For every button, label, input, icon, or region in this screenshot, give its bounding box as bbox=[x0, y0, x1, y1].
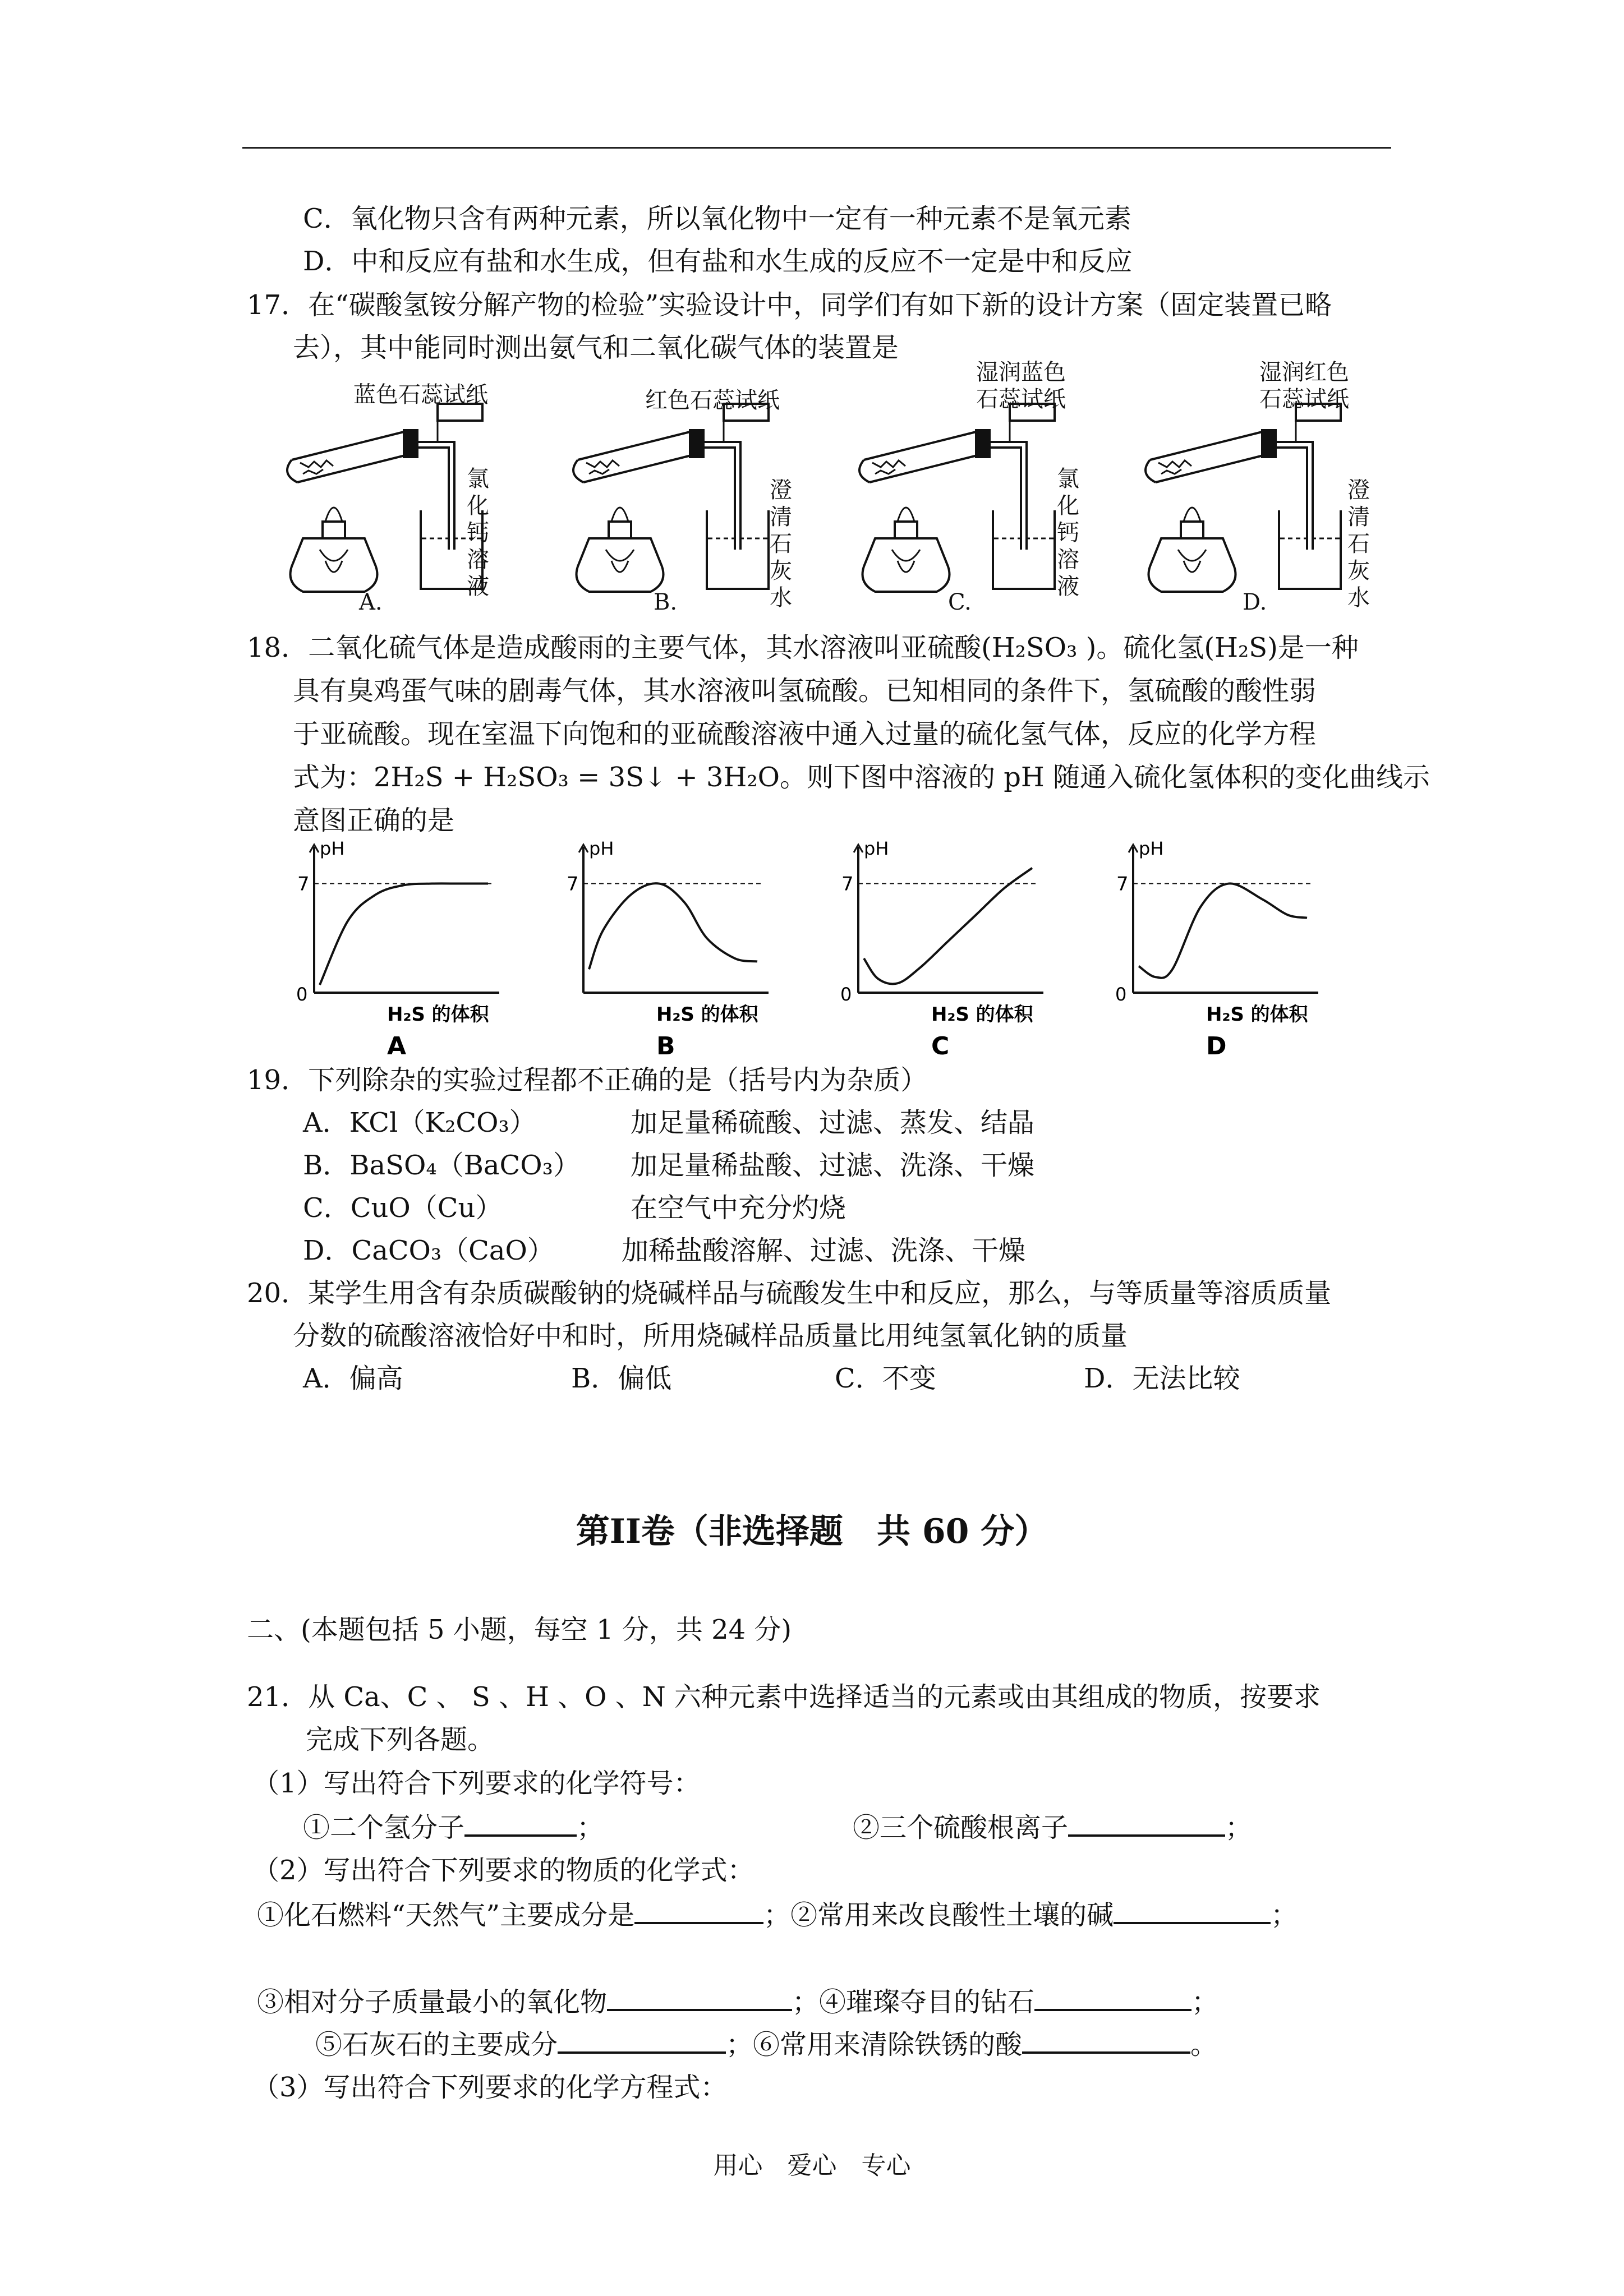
chart-title: C bbox=[931, 1032, 950, 1061]
part-ii-title: 第II卷（非选择题 共 60 分） bbox=[576, 1512, 1048, 1551]
q16-option-c: C．氧化物只含有两种元素，所以氧化物中一定有一种元素不是氧元素 bbox=[303, 203, 1131, 234]
q21-part1-item2-text: ②三个硫酸根离子 bbox=[853, 1812, 1069, 1843]
section-two-heading: 二、(本题包括 5 小题，每空 1 分，共 24 分) bbox=[247, 1614, 792, 1645]
x-axis-label: H₂S 的体积 bbox=[931, 1003, 1033, 1026]
apparatus-a-liquid-label: 氯化钙溶液 bbox=[467, 466, 489, 600]
y-axis-label: pH bbox=[1139, 838, 1164, 859]
apparatus-b-liquid-label: 澄清石灰水 bbox=[770, 477, 792, 611]
answer-blank[interactable] bbox=[1068, 1810, 1225, 1837]
apparatus-c-letter: C. bbox=[948, 589, 972, 615]
q21-part2-item3-text: ③相对分子质量最小的氧化物 bbox=[257, 1986, 608, 2018]
separator: ； bbox=[792, 1986, 820, 2018]
ph-curve bbox=[864, 868, 1032, 984]
answer-blank[interactable] bbox=[634, 1897, 763, 1924]
q21-part1-item1-text: ①二个氢分子 bbox=[303, 1812, 465, 1843]
q18-stem-line3: 于亚硫酸。现在室温下向饱和的亚硫酸溶液中通入过量的硫化氢气体，反应的化学方程 bbox=[293, 718, 1317, 750]
apparatus-a-paper-label: 蓝色石蕊试纸 bbox=[353, 382, 488, 408]
q18-stem-line4: 式为：2H₂S + H₂SO₃ = 3S↓ + 3H₂O。则下图中溶液的 pH 随通入硫化氢体积的变化曲线示 bbox=[293, 762, 1430, 793]
q21-part2-item5-text: ⑤石灰石的主要成分 bbox=[315, 2029, 558, 2060]
apparatus-c-liquid-label: 氯化钙溶液 bbox=[1057, 466, 1079, 600]
ph-curve bbox=[589, 883, 757, 969]
apparatus-b-paper-label: 红色石蕊试纸 bbox=[645, 388, 780, 413]
q21-stem-line2: 完成下列各题。 bbox=[306, 1724, 495, 1755]
q19-option-d-method: 加稀盐酸溶解、过滤、洗涤、干燥 bbox=[622, 1235, 1026, 1266]
y-axis-label: pH bbox=[320, 838, 345, 859]
q21-stem-line1: 21．从 Ca、C 、 S 、H 、O 、N 六种元素中选择适当的元素或由其组成的物质，按要求 bbox=[247, 1681, 1321, 1713]
q16-option-d: D．中和反应有盐和水生成，但有盐和水生成的反应不一定是中和反应 bbox=[303, 246, 1133, 277]
reference-label: 7 bbox=[1116, 873, 1129, 896]
origin-label: 0 bbox=[1115, 984, 1127, 1005]
q21-part2-item4-text: ④璀璨夺目的钻石 bbox=[819, 1986, 1035, 2018]
q18-stem-line2: 具有臭鸡蛋气味的剧毒气体，其水溶液叫氢硫酸。已知相同的条件下，氢硫酸的酸性弱 bbox=[293, 675, 1317, 707]
separator: ； bbox=[763, 1899, 791, 1931]
q20-option-a: A．偏高 bbox=[303, 1363, 403, 1394]
header-rule bbox=[242, 147, 1391, 149]
q19-option-a-label: A．KCl（K₂CO₃） bbox=[303, 1107, 536, 1138]
q17-stem-line2: 去），其中能同时测出氨气和二氧化碳气体的装置是 bbox=[293, 332, 899, 363]
separator: ； bbox=[1225, 1812, 1253, 1843]
q21-part2-item1-text: ①化石燃料“天然气”主要成分是 bbox=[257, 1899, 635, 1931]
q21-part2-item6-text: ⑥常用来清除铁锈的酸 bbox=[753, 2029, 1023, 2060]
q20-option-d: D．无法比较 bbox=[1084, 1363, 1240, 1394]
answer-blank[interactable] bbox=[1022, 2027, 1190, 2054]
q18-ph-charts bbox=[292, 838, 1358, 1061]
separator: ； bbox=[726, 2029, 753, 2060]
reference-label: 7 bbox=[841, 873, 854, 896]
chart-title: A bbox=[387, 1032, 407, 1061]
q19-option-d-label: D．CaCO₃（CaO） bbox=[303, 1235, 554, 1266]
separator: ； bbox=[577, 1812, 604, 1843]
q21-part1-heading: （1）写出符合下列要求的化学符号： bbox=[252, 1768, 701, 1799]
q19-option-b-method: 加足量稀盐酸、过滤、洗涤、干燥 bbox=[631, 1150, 1035, 1181]
q19-option-c-method: 在空气中充分灼烧 bbox=[631, 1192, 846, 1224]
answer-blank[interactable] bbox=[1034, 1984, 1191, 2011]
q20-stem-line2: 分数的硫酸溶液恰好中和时，所用烧碱样品质量比用纯氢氧化钠的质量 bbox=[293, 1320, 1128, 1352]
apparatus-b-letter: B. bbox=[654, 589, 678, 615]
answer-blank[interactable] bbox=[607, 1984, 792, 2011]
apparatus-d-letter: D. bbox=[1243, 589, 1267, 615]
answer-blank[interactable] bbox=[558, 2027, 726, 2054]
chart-title: D bbox=[1206, 1032, 1227, 1061]
apparatus-d-paper-label: 湿润红色石蕊试纸 bbox=[1259, 359, 1349, 412]
separator: ； bbox=[1271, 1899, 1298, 1931]
q21-part1-item2 bbox=[853, 1810, 1252, 1845]
q21-part2-heading: （2）写出符合下列要求的物质的化学式： bbox=[252, 1855, 755, 1886]
page-footer: 用心 爱心 专心 bbox=[713, 2151, 911, 2180]
q20-option-c: C．不变 bbox=[835, 1363, 936, 1394]
ph-curve bbox=[1139, 883, 1307, 978]
q17-apparatus-figure bbox=[269, 370, 1391, 628]
separator: ； bbox=[1191, 1986, 1219, 2018]
apparatus-a-letter: A. bbox=[359, 589, 383, 615]
y-axis-label: pH bbox=[589, 838, 614, 859]
q21-part2-row1 bbox=[257, 1897, 1298, 1932]
q20-stem-line1: 20．某学生用含有杂质碳酸钠的烧碱样品与硫酸发生中和反应，那么，与等质量等溶质质量 bbox=[247, 1278, 1332, 1309]
x-axis-label: H₂S 的体积 bbox=[387, 1003, 489, 1026]
q19-option-c-label: C．CuO（Cu） bbox=[303, 1192, 503, 1224]
answer-blank[interactable] bbox=[1114, 1897, 1271, 1924]
q21-part2-row2 bbox=[257, 1984, 1218, 2019]
reference-label: 7 bbox=[567, 873, 579, 896]
q21-part2-row3 bbox=[315, 2027, 1217, 2062]
q18-stem-line5: 意图正确的是 bbox=[293, 805, 455, 836]
apparatus-d-liquid-label: 澄清石灰水 bbox=[1347, 477, 1370, 611]
origin-label: 0 bbox=[296, 984, 308, 1005]
q17-stem-line1: 17．在“碳酸氢铵分解产物的检验”实验设计中，同学们有如下新的设计方案（固定装置已略 bbox=[247, 289, 1332, 321]
separator: 。 bbox=[1190, 2029, 1218, 2060]
ph-curve bbox=[320, 883, 488, 985]
q18-stem-line1: 18．二氧化硫气体是造成酸雨的主要气体，其水溶液叫亚硫酸(H₂SO₃ )。硫化氢(H₂S)是一种 bbox=[247, 632, 1359, 663]
q20-option-b: B．偏低 bbox=[571, 1363, 672, 1394]
y-axis-label: pH bbox=[864, 838, 889, 859]
x-axis-label: H₂S 的体积 bbox=[1206, 1003, 1308, 1026]
reference-label: 7 bbox=[297, 873, 310, 896]
q21-part3-heading: （3）写出符合下列要求的化学方程式： bbox=[252, 2072, 728, 2103]
q19-option-b-label: B．BaSO₄（BaCO₃） bbox=[303, 1150, 580, 1181]
chart-title: B bbox=[656, 1032, 675, 1061]
apparatus-c-paper-label: 湿润蓝色石蕊试纸 bbox=[976, 359, 1066, 412]
q19-stem: 19．下列除杂的实验过程都不正确的是（括号内为杂质） bbox=[247, 1064, 928, 1096]
q19-option-a-method: 加足量稀硫酸、过滤、蒸发、结晶 bbox=[631, 1107, 1035, 1138]
q21-part2-item2-text: ②常用来改良酸性土壤的碱 bbox=[790, 1899, 1114, 1931]
answer-blank[interactable] bbox=[464, 1810, 577, 1837]
q21-part1-item1 bbox=[303, 1810, 604, 1845]
apparatus-drawings bbox=[269, 370, 1391, 628]
origin-label: 0 bbox=[840, 984, 852, 1005]
x-axis-label: H₂S 的体积 bbox=[656, 1003, 758, 1026]
